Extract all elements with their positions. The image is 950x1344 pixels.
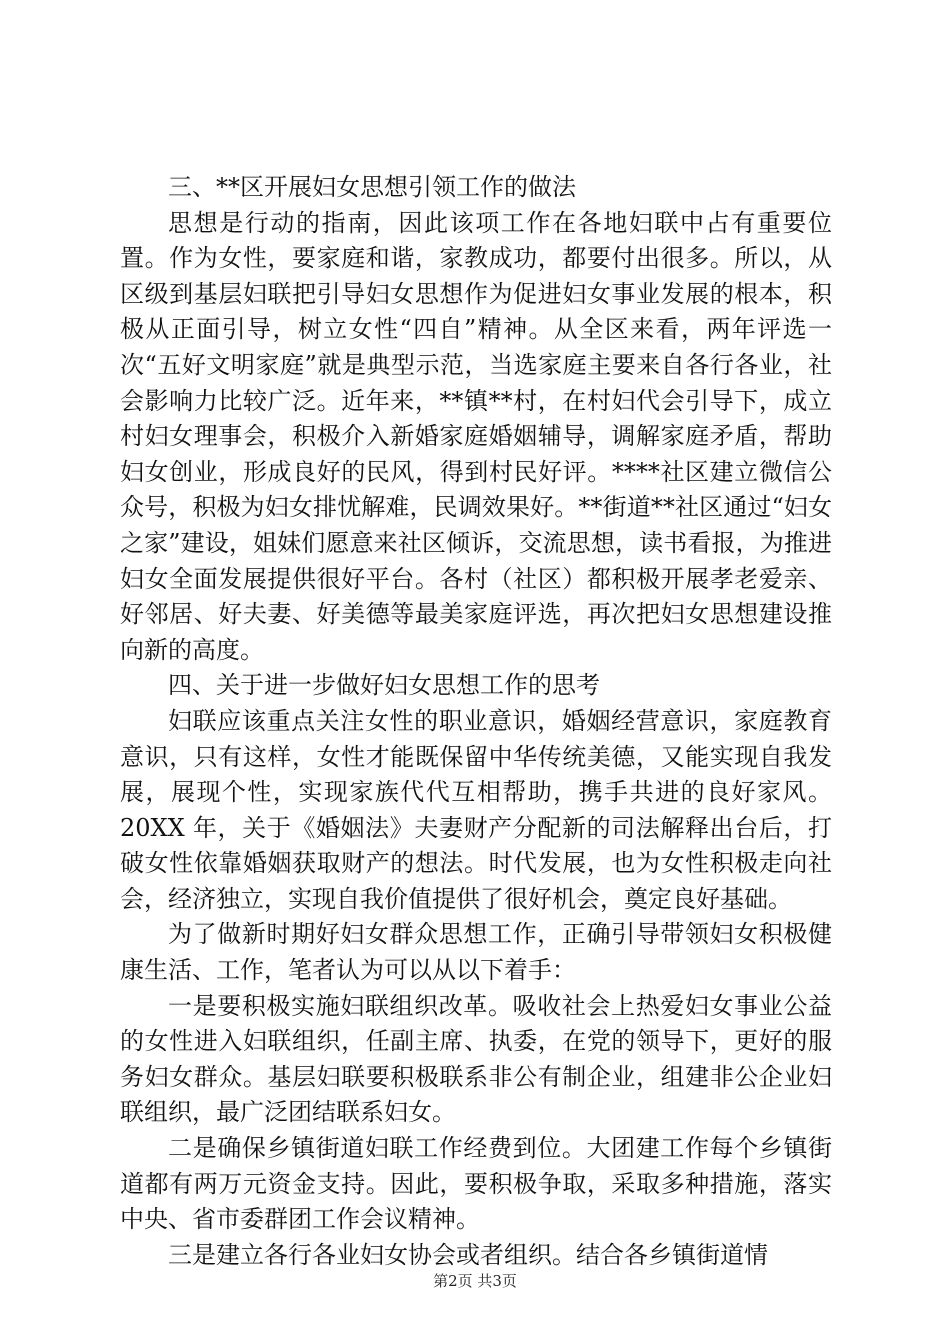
page-footer: 第2页 共3页: [433, 1272, 517, 1290]
section-heading-4: 四、关于进一步做好妇女思想工作的思考: [168, 671, 600, 700]
section-heading-3: 三、**区开展妇女思想引领工作的做法: [168, 173, 576, 201]
paragraph: 妇联应该重点关注女性的职业意识，婚姻经营意识，家庭教育意识，只有这样，女性才能既保留中华传统美德，又能实现自我发展，展现个性，实现家族代代互相帮助，携手共进的良好家风。20XX 年，关于《婚姻法》夫妻财产分配新的司法解释出台后，打破女性依靠婚姻获取财产的想法。时代发展，也为女性积极走向社会，经济独立，实现自我价值提供了很好机会，奠定良好基础。: [120, 706, 832, 913]
paragraph: 三是建立各行各业妇女协会或者组织。结合各乡镇街道情: [168, 1240, 768, 1269]
paragraph: 一是要积极实施妇联组织改革。吸收社会上热爱妇女事业公益的女性进入妇联组织，任副主席、执委，在党的领导下，更好的服务妇女群众。基层妇联要积极联系非公有制企业，组建非公企业妇联组织，最广泛团结联系妇女。: [120, 991, 832, 1127]
paragraph: 思想是行动的指南，因此该项工作在各地妇联中占有重要位置。作为女性，要家庭和谐，家教成功，都要付出很多。所以，从区级到基层妇联把引导妇女思想作为促进妇女事业发展的根本，积极从正面引导，树立女性“四自”精神。从全区来看，两年评选一次“五好文明家庭”就是典型示范，当选家庭主要来自各行各业，社会影响力比较广泛。近年来，**镇**村，在村妇代会引导下，成立村妇女理事会，积极介入新婚家庭婚姻辅导，调解家庭矛盾，帮助妇女创业，形成良好的民风，得到村民好评。****社区建立微信公众号，积极为妇女排忧解难，民调效果好。**街道**社区通过“妇女之家”建设，姐妹们愿意来社区倾诉，交流思想，读书看报，为推进妇女全面发展提供很好平台。各村（社区）都积极开展孝老爱亲、好邻居、好夫妻、好美德等最美家庭评选，再次把妇女思想建设推向新的高度。: [120, 208, 832, 664]
document-body: [120, 170, 832, 1273]
paragraph: 为了做新时期好妇女群众思想工作，正确引导带领妇女积极健康生活、工作，笔者认为可以从以下着手：: [120, 920, 832, 985]
paragraph: 二是确保乡镇街道妇联工作经费到位。大团建工作每个乡镇街道都有两万元资金支持。因此，要积极争取，采取多种措施，落实中央、省市委群团工作会议精神。: [120, 1134, 832, 1234]
